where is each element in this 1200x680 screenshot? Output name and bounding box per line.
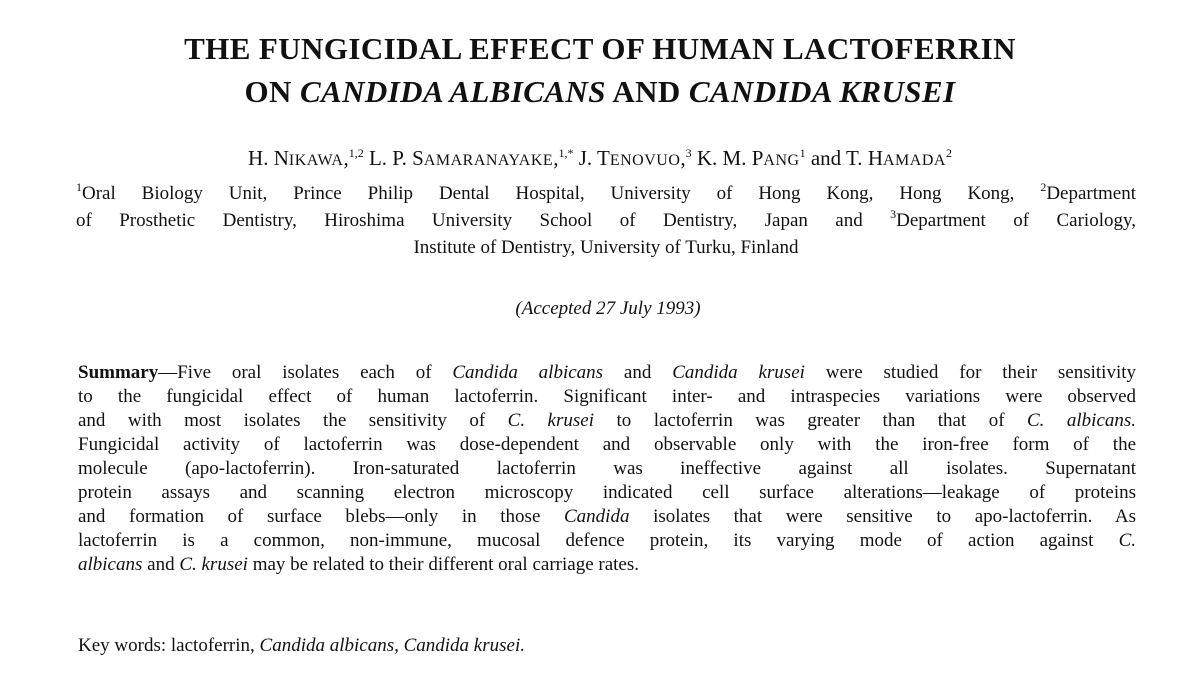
species-name: C. krusei	[507, 410, 594, 431]
summary-text: and formation of surface blebs—only in those	[78, 506, 541, 527]
key-word: Candida albicans,	[259, 635, 399, 656]
author-surname-initial: H	[867, 146, 883, 170]
author-surname: AMADA	[882, 152, 946, 169]
summary-label: Summary	[78, 362, 159, 383]
title-candida-krusei: CANDIDA KRUSEI	[688, 74, 956, 109]
species-name: albicans	[78, 554, 143, 575]
affiliation-text: Department	[1046, 183, 1137, 204]
title-candida-albicans: CANDIDA ALBICANS	[299, 74, 606, 109]
author-affiliation-marker: 3	[685, 146, 692, 160]
affiliation-marker: 2	[1040, 180, 1047, 194]
summary-line: to the fungicidal effect of human lactoferrin. Significant inter- and intraspecies variations were observed	[78, 386, 1136, 407]
author	[846, 146, 952, 170]
title-word-and: AND	[612, 74, 681, 109]
author: L. P. SAMARANAYAKE,$^{1,*}$	[368, 146, 574, 170]
species-name: C. krusei	[179, 554, 248, 575]
summary-line	[78, 409, 1136, 433]
summary-line	[78, 553, 1136, 577]
affiliation-text: Oral Biology Unit, Prince Philip Dental Hospital, University of Hong Kong, Hong Kong,	[82, 183, 1015, 204]
genus-name: Candida	[564, 506, 630, 527]
author-affiliation-marker: 1,2	[348, 146, 364, 160]
title-word-on: ON	[244, 74, 292, 109]
species-name: Candida albicans	[452, 362, 604, 383]
author: H. NIKAWA,$^{1,2}$	[248, 146, 364, 170]
author-surname-initial: N	[273, 146, 289, 170]
summary-text: lactoferrin is a common, non-immune, mucosal defence protein, its varying mode of action against	[78, 530, 1094, 551]
author-list	[0, 143, 1200, 176]
author-initials: T.	[846, 146, 863, 170]
affiliation-marker: 1	[76, 180, 82, 194]
species-name: C. albicans.	[1027, 410, 1137, 431]
species-name: C.	[1118, 530, 1137, 551]
paper-title-line-2	[0, 71, 1200, 113]
author-conjunction: and	[810, 146, 842, 170]
summary-line: protein assays and scanning electron microscopy indicated cell surface alterations—leakage of proteins	[78, 482, 1136, 503]
summary-text: and	[147, 554, 175, 575]
author-surname-initial: S	[412, 146, 424, 170]
affiliation-text: of Prosthetic Dentistry, Hiroshima University School of Dentistry, Japan and	[76, 210, 863, 231]
summary-line	[78, 361, 1136, 385]
author-affiliation-marker: 2	[945, 146, 952, 160]
summary-text: may be related to their different oral carriage rates.	[252, 554, 639, 575]
author-initials: J.	[578, 146, 593, 170]
author-affiliation-marker: 1	[799, 146, 806, 160]
paper-title-line-1: THE FUNGICIDAL EFFECT OF HUMAN LACTOFERRIN	[184, 31, 1016, 66]
summary-text: were studied for their sensitivity	[825, 362, 1137, 383]
author-surname-initial: T	[597, 146, 610, 170]
author-affiliation-marker: 1,*	[558, 146, 574, 160]
author-initials: L. P.	[368, 146, 407, 170]
author: J. TENOVUO,$^3$	[578, 146, 692, 170]
author-surname-initial: P	[751, 146, 764, 170]
key-words-label: Key words:	[78, 635, 167, 656]
author-surname: ANG	[763, 152, 800, 169]
affiliation-line-2	[76, 208, 1136, 235]
affiliation-line-3: Institute of Dentistry, University of Turku, Finland	[413, 237, 799, 258]
summary-text: —Five oral isolates each of	[158, 362, 432, 383]
summary-text: and	[623, 362, 652, 383]
summary-text: and with most isolates the sensitivity of	[78, 410, 486, 431]
summary-text: to lactoferrin was greater than that of	[616, 410, 1005, 431]
affiliations	[76, 181, 1136, 261]
affiliation-marker: 3	[890, 207, 897, 221]
author-initials: H.	[248, 146, 269, 170]
key-word: lactoferrin,	[170, 635, 255, 656]
key-word: Candida krusei.	[403, 635, 525, 656]
author-surname: AMARANAYAKE	[423, 152, 554, 169]
author	[697, 146, 806, 170]
summary-line: molecule (apo-lactoferrin). Iron-saturated lactoferrin was ineffective against all isolates. Supernatant	[78, 458, 1136, 479]
key-words	[78, 633, 1136, 659]
summary-line	[78, 505, 1136, 529]
summary-text: isolates that were sensitive to apo-lactoferrin. As	[653, 506, 1137, 527]
accepted-date: (Accepted 27 July 1993)	[515, 298, 701, 319]
summary-line	[78, 529, 1136, 553]
species-name: Candida krusei	[672, 362, 805, 383]
affiliation-text: Department of Cariology,	[896, 210, 1137, 231]
affiliation-line-1	[76, 181, 1136, 208]
abstract-summary	[78, 361, 1136, 577]
summary-line: Fungicidal activity of lactoferrin was dose-dependent and observable only with the iron-free form of the	[78, 434, 1136, 455]
author-surname: ENOVUO	[609, 152, 681, 169]
author-initials: K. M.	[696, 146, 747, 170]
author-surname: IKAWA	[288, 152, 344, 169]
